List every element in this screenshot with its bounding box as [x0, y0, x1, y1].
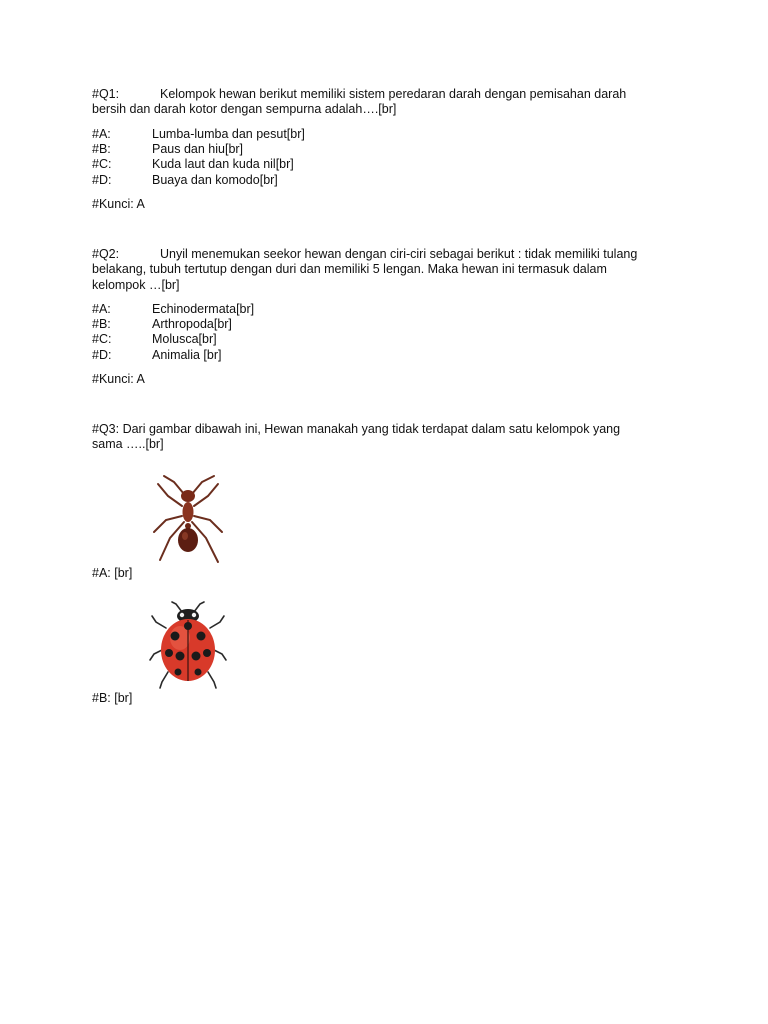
q2-option-a-text: Echinodermata[br]: [152, 302, 255, 316]
q2-option-b-text: Arthropoda[br]: [152, 317, 232, 331]
q1-text-line1: Kelompok hewan berikut memiliki sistem peredaran darah dengan pemisahan darah: [160, 87, 627, 101]
q2-option-a-key: #A:: [92, 302, 111, 316]
q2-answer-key: #Kunci: A: [92, 372, 145, 386]
q1-answer-key: #Kunci: A: [92, 197, 145, 211]
q2-option-b-key: #B:: [92, 317, 111, 331]
q1-option-c-text: Kuda laut dan kuda nil[br]: [152, 157, 294, 171]
q1-option-a-text: Lumba-lumba dan pesut[br]: [152, 127, 305, 141]
q2-label: #Q2:: [92, 247, 120, 261]
q1-option-a-key: #A:: [92, 127, 111, 141]
q1-text-line2: bersih dan darah kotor dengan sempurna adalah….[br]: [92, 102, 397, 116]
q2-text-line3: kelompok …[br]: [92, 278, 180, 292]
q2-option-d-key: #D:: [92, 348, 112, 362]
q2-option-d-text: Animalia [br]: [152, 348, 222, 362]
q1-option-d-key: #D:: [92, 173, 112, 187]
ant-image: [144, 472, 232, 570]
q3-text-line2: sama …..[br]: [92, 437, 164, 451]
ladybug-image: [148, 598, 228, 690]
q3-option-b: #B: [br]: [92, 691, 133, 705]
q1-option-c-key: #C:: [92, 157, 112, 171]
q1-option-b-text: Paus dan hiu[br]: [152, 142, 244, 156]
q2-text-line2: belakang, tubuh tertutup dengan duri dan memiliki 5 lengan. Maka hewan ini termasuk dalam: [92, 262, 607, 276]
q1-label: #Q1:: [92, 87, 120, 101]
q2-text-line1: Unyil menemukan seekor hewan dengan ciri-ciri sebagai berikut : tidak memiliki tulang: [160, 247, 638, 261]
q3-text-line1: #Q3: Dari gambar dibawah ini, Hewan manakah yang tidak terdapat dalam satu kelompok yang: [92, 422, 621, 436]
q2-option-c-key: #C:: [92, 332, 112, 346]
q1-option-b-key: #B:: [92, 142, 111, 156]
q1-option-d-text: Buaya dan komodo[br]: [152, 173, 278, 187]
q3-option-a: #A: [br]: [92, 566, 133, 580]
q2-option-c-text: Molusca[br]: [152, 332, 217, 346]
